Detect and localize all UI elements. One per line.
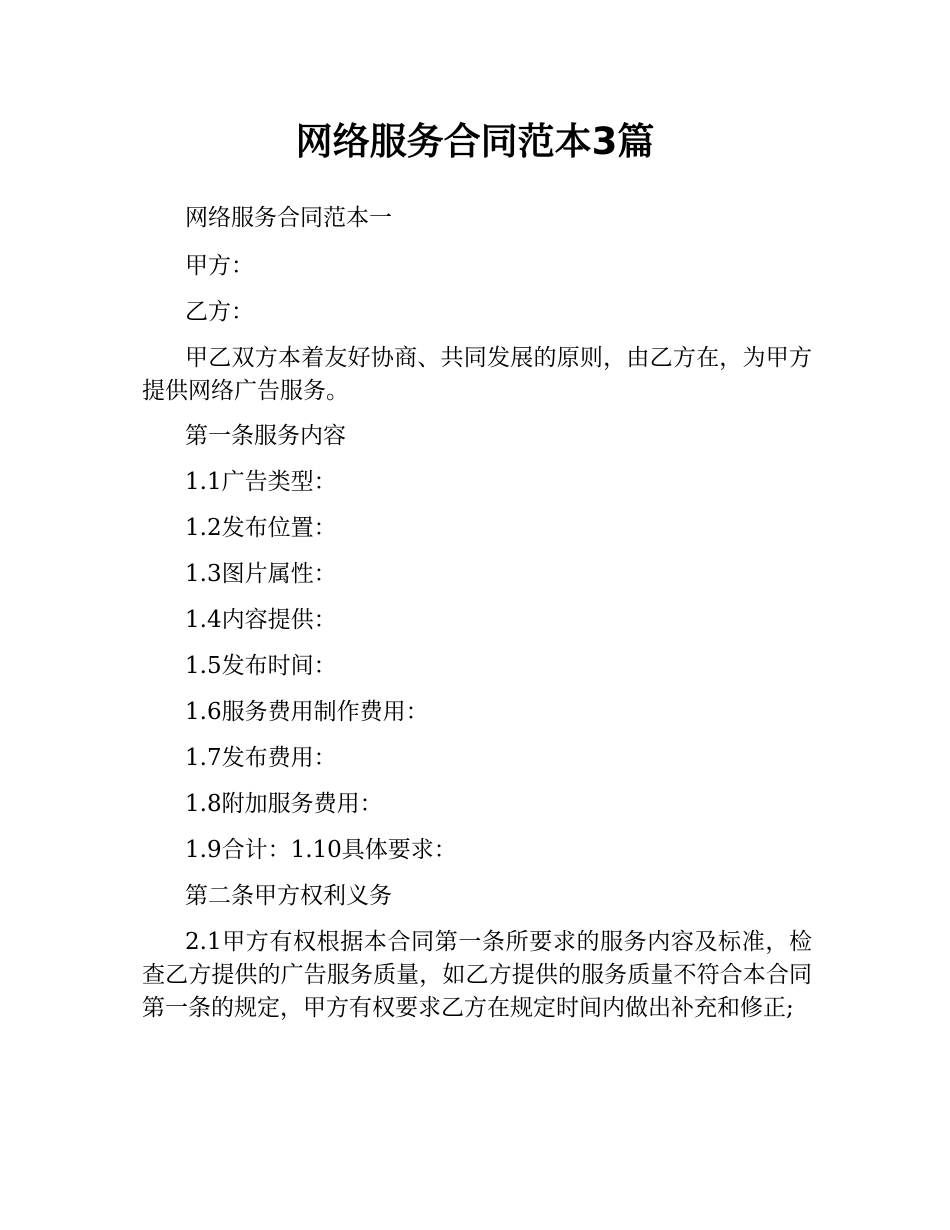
party-b-line: 乙方： xyxy=(185,299,254,325)
clause-line: 1.1广告类型： xyxy=(185,469,337,495)
clause-line: 1.7发布费用： xyxy=(185,745,337,771)
clause-line: 1.9合计：1.10具体要求： xyxy=(185,837,457,863)
section-heading: 网络服务合同范本一 xyxy=(185,205,392,231)
clause-line: 1.3图片属性： xyxy=(185,561,337,587)
clause-line: 1.6服务费用制作费用： xyxy=(185,699,429,725)
clause-line: 1.5发布时间： xyxy=(185,653,337,679)
preamble-paragraph: 甲乙双方本着友好协商、共同发展的原则，由乙方在，为甲方提供网络广告服务。 xyxy=(142,345,812,404)
clause-line: 1.8附加服务费用： xyxy=(185,791,383,817)
article-heading: 第二条甲方权利义务 xyxy=(185,883,392,909)
article-heading: 第一条服务内容 xyxy=(185,423,346,449)
clause-line: 1.2发布位置： xyxy=(185,515,337,541)
document-title: 网络服务合同范本3篇 xyxy=(295,120,655,163)
party-a-line: 甲方： xyxy=(185,253,254,279)
clause-paragraph: 2.1甲方有权根据本合同第一条所要求的服务内容及标准，检查乙方提供的广告服务质量，如乙方提供的服务质量不符合本合同第一条的规定，甲方有权要求乙方在规定时间内做出补充和修正; xyxy=(142,929,812,1021)
clause-line: 1.4内容提供： xyxy=(185,607,337,633)
